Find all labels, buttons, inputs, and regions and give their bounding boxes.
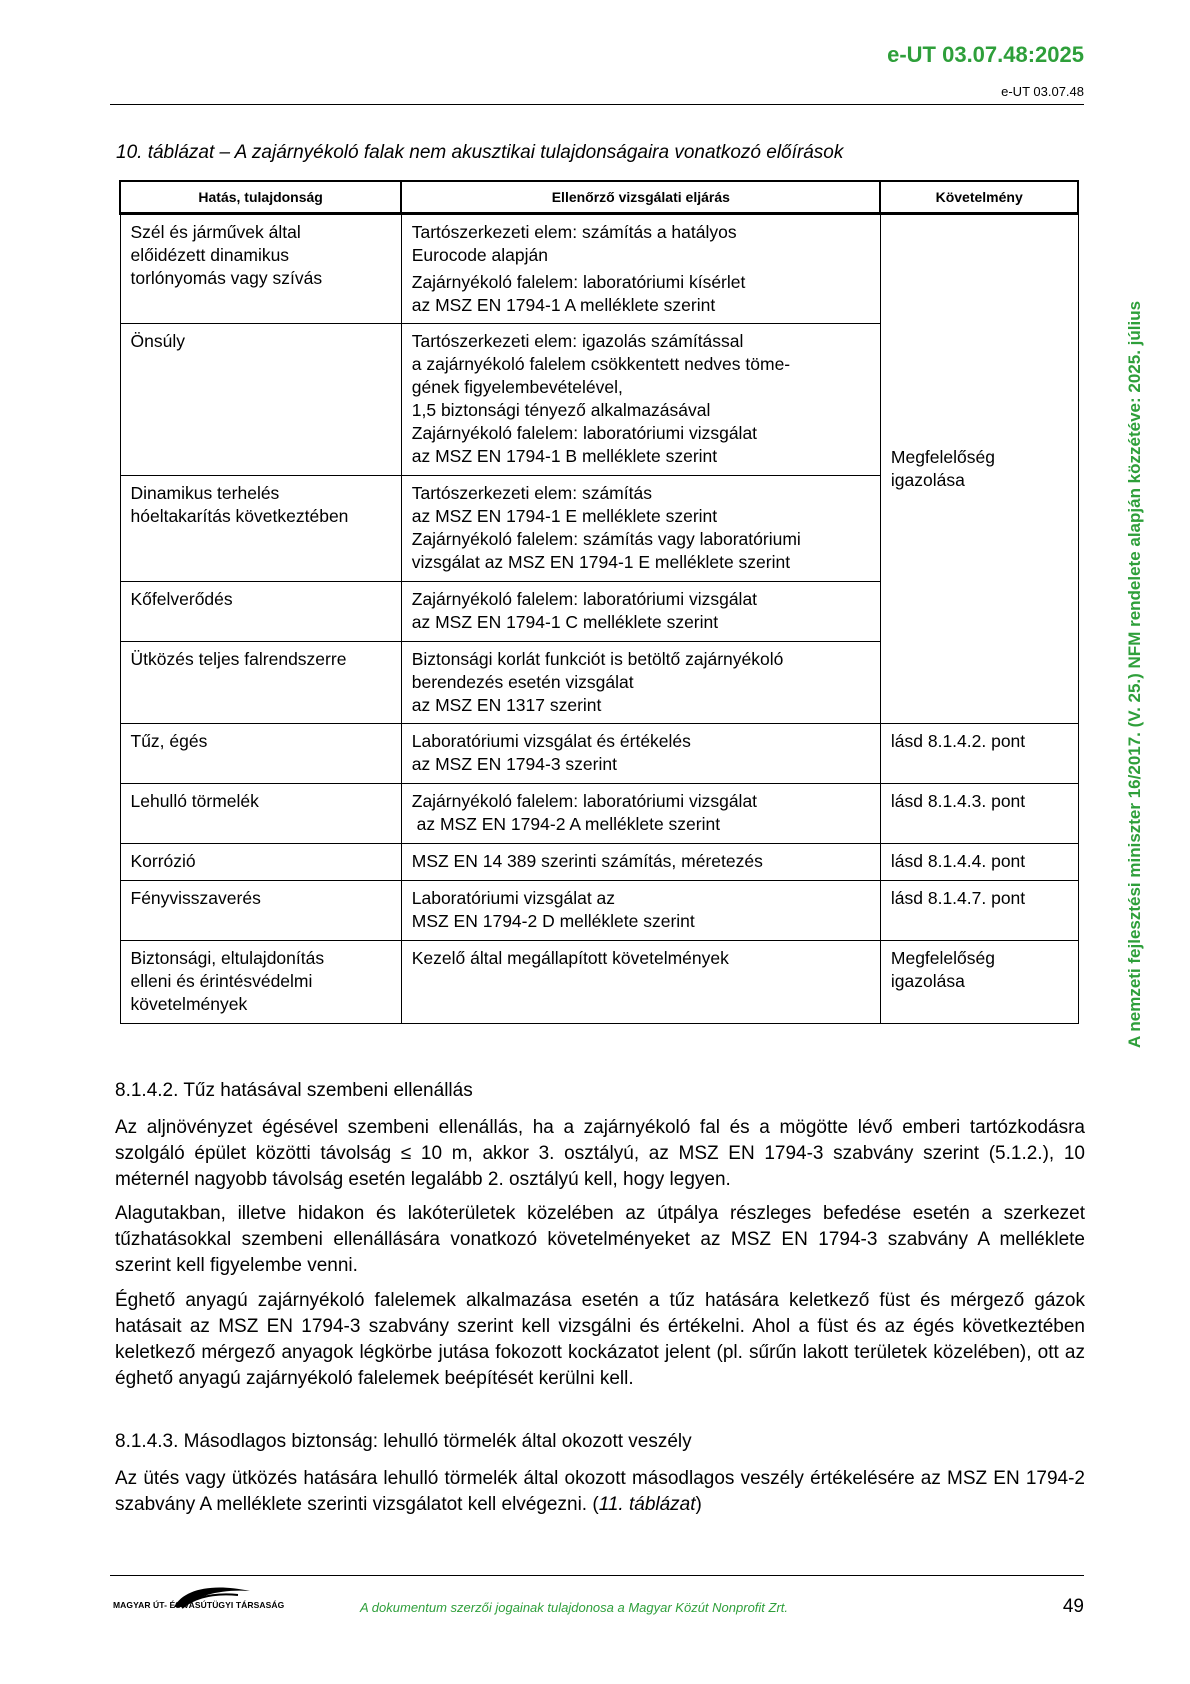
company-logo-text: MAGYAR ÚT- ÉS VASÚTÜGYI TÁRSASÁG — [113, 1600, 285, 1610]
paragraph: Éghető anyagú zajárnyékoló falelemek alkalmazása esetén a tűz hatására keletkező füst és mérgező gázok hatásait az MSZ EN 1794-3 szabvány szerint kell vizsgálni és értékelni. Ahol a füst és az égés következtében keletkező mérgező anyagok légkörbe jutása fokozott kockázatot jelent (pl. sűrűn lakott területek közelében), ott az éghető anyagú zajárnyékoló falelemek beépítését kerülni kell. — [115, 1290, 1085, 1389]
method-cell: MSZ EN 14 389 szerinti számítás, méretezés — [401, 844, 880, 881]
method-cell: Tartószerkezeti elem: igazolás számítással a zajárnyékoló falelem csökkentett nedves töme- gének figyelembevételével, 1,5 biztonsági tényező alkalmazásával Zajárnyékoló falelem: laboratóriumi vizsgálat az MSZ EN 1794-1 B melléklete szerint — [401, 324, 880, 476]
method-cell: Tartószerkezeti elem: számítás a hatályos Eurocode alapján Zajárnyékoló falelem: laboratóriumi kísérlet az MSZ EN 1794-1 A melléklete szerint — [401, 214, 880, 324]
page-number: 49 — [1062, 1596, 1084, 1617]
section-heading-secondary-safety: 8.1.4.3. Másodlagos biztonság: lehulló törmelék által okozott veszély — [115, 1431, 692, 1452]
property-cell: Kőfelverődés — [120, 582, 401, 642]
property-cell: Ütközés teljes falrendszerre — [120, 642, 401, 724]
property-cell: Szél és járművek által előidézett dinamikus torlónyomás vagy szívás — [120, 214, 401, 324]
table-header-row — [120, 181, 1078, 214]
requirement-cell: lásd 8.1.4.7. pont — [880, 881, 1078, 941]
table-reference: 11. táblázat — [598, 1494, 696, 1515]
property-cell: Korrózió — [120, 844, 401, 881]
method-cell: Biztonsági korlát funkciót is betöltő zajárnyékoló berendezés esetén vizsgálat az MSZ EN 1317 szerint — [401, 642, 880, 724]
property-cell: Fényvisszaverés — [120, 881, 401, 941]
requirements-table — [119, 180, 1079, 1024]
property-cell: Önsúly — [120, 324, 401, 476]
method-cell: Zajárnyékoló falelem: laboratóriumi vizsgálat az MSZ EN 1794-2 A melléklete szerint — [401, 784, 880, 844]
publication-side-note: A nemzeti fejlesztési miniszter 16/2017. (V. 25.) NFM rendelete alapján közzétéve: 2025. július — [1125, 300, 1144, 1048]
table-row — [120, 724, 1078, 784]
paragraph: Az aljnövényzet égésével szembeni ellenállás, ha a zajárnyékoló fal és a mögötte lévő emberi tartózkodásra szolgáló épület közötti távolság ≤ 10 m, akkor 3. osztályú, az MSZ EN 1794-3 szabvány szerint (5.1.2.), 10 méternél nagyobb távolság esetén legalább 2. osztályú kell, hogy legyen. — [115, 1117, 1085, 1190]
property-cell: Dinamikus terhelés hóeltakarítás következtében — [120, 476, 401, 582]
paragraph: Alagutakban, illetve hidakon és lakóterületek közelében az útpálya részleges befedése esetén a szerkezet tűzhatásokkal szembeni ellenállására vonatkozó követelményeket az MSZ EN 1794-3 szabvány A melléklete szerint kell figyelembe venni. — [115, 1203, 1085, 1276]
table-row — [120, 844, 1078, 881]
footer-divider — [110, 1575, 1084, 1576]
property-cell: Biztonsági, eltulajdonítás elleni és érintésvédelmi követelmények — [120, 941, 401, 1024]
column-header-method: Ellenőrző vizsgálati eljárás — [401, 181, 880, 214]
method-cell: Zajárnyékoló falelem: laboratóriumi vizsgálat az MSZ EN 1794-1 C melléklete szerint — [401, 582, 880, 642]
requirement-cell: lásd 8.1.4.3. pont — [880, 784, 1078, 844]
method-cell: Tartószerkezeti elem: számítás az MSZ EN 1794-1 E melléklete szerint Zajárnyékoló falelem: számítás vagy laboratóriumi vizsgálat az MSZ EN 1794-1 E melléklete szerint — [401, 476, 880, 582]
document-code-short: e-UT 03.07.48 — [1001, 84, 1084, 99]
requirement-cell-merged: Megfelelőség igazolása — [880, 214, 1078, 724]
table-row — [120, 941, 1078, 1024]
method-cell: Laboratóriumi vizsgálat és értékelés az MSZ EN 1794-3 szerint — [401, 724, 880, 784]
requirement-cell: Megfelelőség igazolása — [880, 941, 1078, 1024]
requirement-cell: lásd 8.1.4.4. pont — [880, 844, 1078, 881]
property-cell: Tűz, égés — [120, 724, 401, 784]
method-cell: Laboratóriumi vizsgálat az MSZ EN 1794-2 D melléklete szerint — [401, 881, 880, 941]
method-cell: Kezelő által megállapított követelmények — [401, 941, 880, 1024]
paragraph: Az ütés vagy ütközés hatására lehulló törmelék által okozott másodlagos veszély értékelésére az MSZ EN 1794-2 szabvány A melléklete szerinti vizsgálatot kell elvégezni. (11. táblázat) — [115, 1468, 1085, 1515]
property-cell: Lehulló törmelék — [120, 784, 401, 844]
section-heading-fire-resistance: 8.1.4.2. Tűz hatásával szembeni ellenállás — [115, 1080, 473, 1101]
table-row — [120, 214, 1078, 324]
table-row — [120, 784, 1078, 844]
copyright-note: A dokumentum szerzői jogainak tulajdonosa a Magyar Közút Nonprofit Zrt. — [360, 1600, 789, 1615]
table-caption: 10. táblázat – A zajárnyékoló falak nem akusztikai tulajdonságaira vonatkozó előírások — [116, 142, 844, 163]
table-row — [120, 881, 1078, 941]
document-code: e-UT 03.07.48:2025 — [887, 42, 1084, 67]
column-header-property: Hatás, tulajdonság — [120, 181, 401, 214]
column-header-requirement: Követelmény — [880, 181, 1078, 214]
requirement-cell: lásd 8.1.4.2. pont — [880, 724, 1078, 784]
header-divider — [110, 104, 1084, 105]
